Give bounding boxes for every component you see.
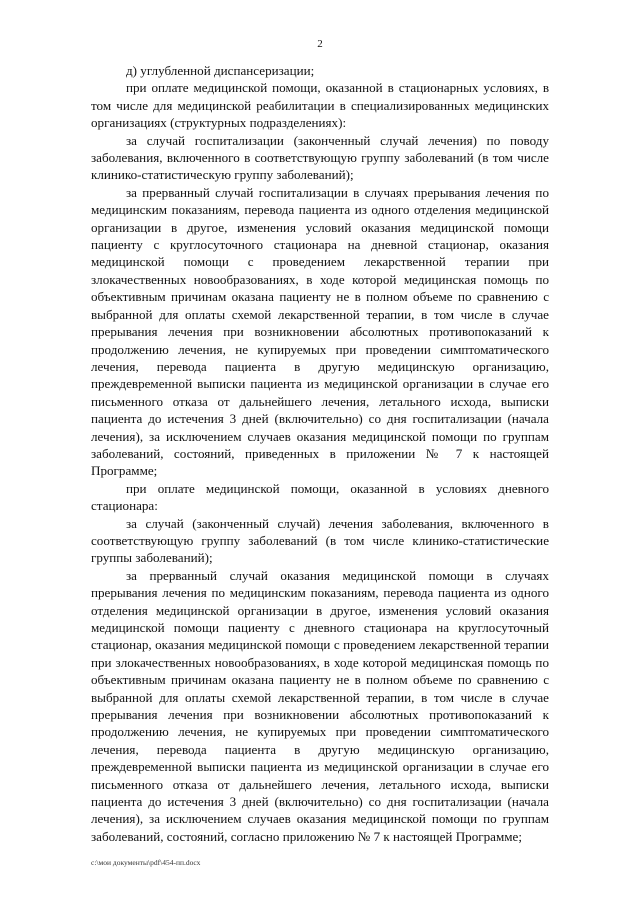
footer-file-path: c:\мои документы\pdf\454-пп.docx [91,858,201,867]
paragraph-1: д) углубленной диспансеризации; [126,63,315,78]
paragraph-6: за случай (законченный случай) лечения заболевания, включенного в соответствующую группу заболеваний (в том числе клинико-статистические группы заболеваний); [91,515,549,566]
paragraph-2: при оплате медицинской помощи, оказанной в стационарных условиях, в том числе для медицинской реабилитации в специализированных медицинских организациях (структурных подразделениях): [91,80,549,131]
paragraph-5: при оплате медицинской помощи, оказанной в условиях дневного стационара: [91,480,549,514]
paragraph-3: за случай госпитализации (законченный случай лечения) по поводу заболевания, включенного в соответствующую группу заболеваний (в том числе клинико-статистическую группу заболеваний); [91,132,549,183]
paragraph-4: за прерванный случай госпитализации в случаях прерывания лечения по медицинским показаниям, перевода пациента из одного отделения медицинской организации в другое, изменения условий оказания медицинской помощи пациенту с круглосуточного стационара на дневной стационар, оказания медицинской помощи с проведением лекарственной терапии при злокачественных новообразованиях, в ходе которой медицинская помощь по объективным причинам оказана пациенту не в полном объеме по сравнению с выбранной для оплаты схемой лекарственной терапии, в том числе в случае прерывания лечения при возникновении абсолютных противопоказаний к продолжению лечения, не купируемых при проведении симптоматического лечения, перевода пациента в другую медицинскую организацию, преждевременной выписки пациента из медицинской организации в случае его письменного отказа от дальнейшего лечения, летального исхода, выписки пациента до истечения 3 дней (включительно) со дня госпитализации (начала лечения), за исключением случаев оказания медицинской помощи по группам заболеваний, состояний, приведенных в приложении № 7 к настоящей Программе; [91,184,549,479]
page-number: 2 [317,38,323,50]
document-body [91,62,549,845]
paragraph-7: за прерванный случай оказания медицинской помощи в случаях прерывания лечения по медицинским показаниям, перевода пациента из одного отделения медицинской организации в другое, изменения условий оказания медицинской помощи пациенту с дневного стационара на круглосуточный стационар, оказания медицинской помощи с проведением лекарственной терапии при злокачественных новообразованиях, в ходе которой медицинская помощь по объективным причинам оказана пациенту не в полном объеме по сравнению с выбранной для оплаты схемой лекарственной терапии, в том числе в случае прерывания лечения при возникновении абсолютных противопоказаний к продолжению лечения, не купируемых при проведении симптоматического лечения, перевода пациента в другую медицинскую организацию, преждевременной выписки пациента из медицинской организации в случае его письменного отказа от дальнейшего лечения, летального исхода, выписки пациента до истечения 3 дней (включительно) со дня госпитализации (начала лечения), за исключением случаев оказания медицинской помощи по группам заболеваний, состояний, согласно приложению № 7 к настоящей Программе; [91,567,549,844]
